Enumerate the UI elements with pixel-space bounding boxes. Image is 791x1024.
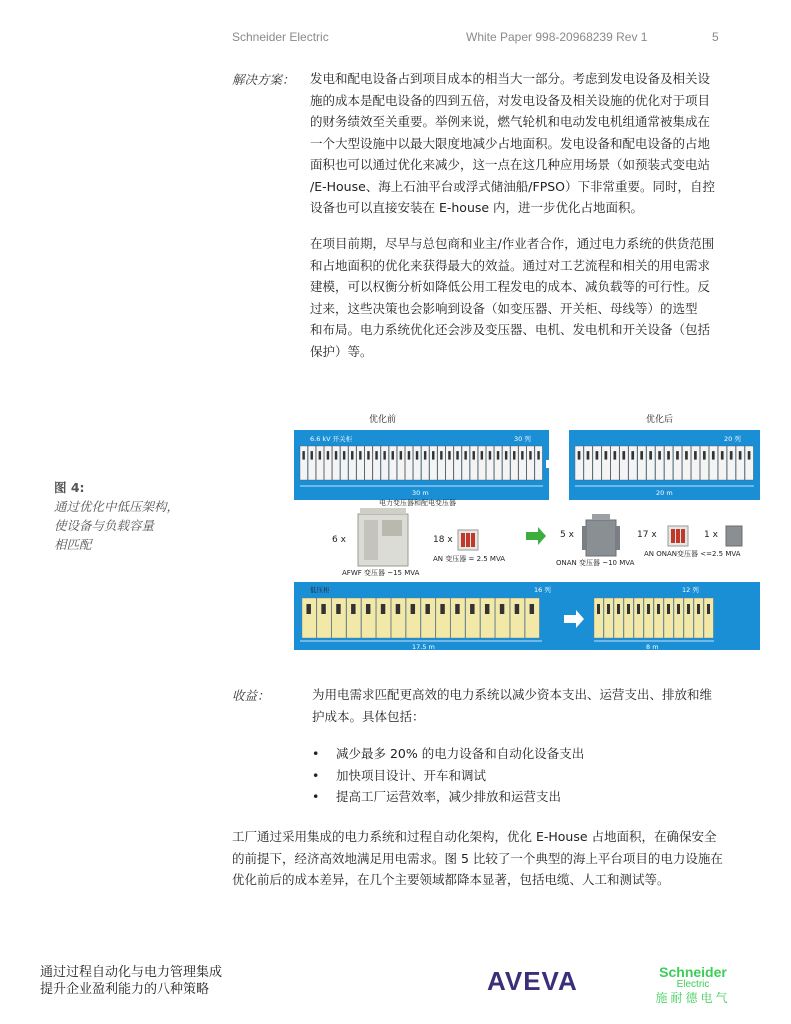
figure-caption <box>54 478 204 554</box>
cabinet-detail <box>456 451 458 460</box>
bullet-icon: • <box>312 746 320 761</box>
text-line: 面积也可以通过优化来减少，这一点在这几种应用场景（如预装式变电站 <box>310 157 711 172</box>
list-item-text: 提高工厂运营效率，减少排放和运营支出 <box>336 789 562 804</box>
cabinet-detail <box>319 451 321 460</box>
text-line: 施的成本是配电设备的四到五倍，对发电设备及相关设施的优化对于项目 <box>310 92 711 108</box>
text-line: 的前提下，经济高效地满足用电需求。图 5 比较了一个典型的海上平台项目的电力设施在 <box>232 850 723 866</box>
cabinet-detail <box>302 451 304 460</box>
bottom-before-dim: 17.5 m <box>412 643 435 651</box>
cabinet-detail <box>631 451 634 460</box>
cabinet-detail <box>505 451 507 460</box>
t1-qty: 6 x <box>332 535 346 545</box>
text-line: 和布局。电力系统优化还会涉及变压器、电机、发电机和开关设备（包括 <box>310 322 711 337</box>
cabinet-detail <box>712 451 715 460</box>
page-number: 5 <box>712 30 719 44</box>
cabinet-detail <box>730 451 733 460</box>
t4-qty: 17 x <box>637 530 657 540</box>
footer-document-title <box>40 964 222 998</box>
cabinet-detail <box>343 451 345 460</box>
solution-label: 解决方案： <box>232 72 295 87</box>
text-line: 发电和配电设备占到项目成本的相当大一部分。考虑到发电设备及相关设 <box>310 71 711 86</box>
text-line: 在项目前期，尽早与总包商和业主/作业者合作，通过电力系统的供货范围 <box>310 236 715 251</box>
cabinet-detail <box>640 451 643 460</box>
cabinet-detail <box>647 604 650 614</box>
afwf-transformer-image <box>358 508 408 566</box>
cabinet-detail <box>411 604 415 614</box>
logo-line: 施耐德电气 <box>655 991 731 1005</box>
text-line: 建模，可以权衡分析如降低公用工程发电的成本、减负载等的可行性。反 <box>310 279 711 294</box>
footer-title-line: 提升企业盈利能力的八种策略 <box>40 982 210 997</box>
caption-line: 使设备与负载容量 <box>54 518 155 533</box>
schneider-electric-logo <box>652 965 734 1005</box>
header-doc-id: White Paper 998-20968239 Rev 1 <box>466 30 648 44</box>
bullet-icon: • <box>312 767 320 783</box>
benefits-label: 收益： <box>232 688 270 703</box>
top-before-count: 30 列 <box>514 435 531 443</box>
top-band-label: 6.6 kV 开关柜 <box>310 435 353 443</box>
cabinet-detail <box>597 604 600 614</box>
cabinet-detail <box>537 451 539 460</box>
solution-paragraph-1 <box>310 68 740 219</box>
logo-line: Electric <box>676 979 710 990</box>
aveva-logo: AVEVA <box>487 966 578 996</box>
text-line: 的财务绩效至关重要。举例来说，燃气轮机和电动发电机组通常被集成在 <box>310 114 711 129</box>
cabinet-detail <box>667 451 670 460</box>
cabinet-detail <box>694 451 697 460</box>
benefits-list <box>312 743 584 808</box>
text-line: 保护）等。 <box>310 343 373 359</box>
cabinet-detail <box>351 451 353 460</box>
text-line: 护成本。具体包括： <box>312 708 425 724</box>
t2-label: AN 变压器 = 2.5 MVA <box>433 555 506 563</box>
footer-title-line: 通过过程自动化与电力管理集成 <box>40 965 223 980</box>
bottom-before-count: 16 列 <box>534 586 551 594</box>
t3-qty: 5 x <box>560 530 574 540</box>
text-line: 优化前后的成本差异，在几个主要领域都降本显著，包括电缆、人工和测试等。 <box>232 872 670 887</box>
cabinet-detail <box>703 451 706 460</box>
cabinet-detail <box>605 451 608 460</box>
cabinet-detail <box>375 451 377 460</box>
bullet-icon: • <box>312 789 320 804</box>
transformer-section-title: 电力变压器和配电变压器 <box>379 499 456 507</box>
t2-qty: 18 x <box>433 535 453 545</box>
bottom-after-count: 12 列 <box>682 586 699 594</box>
cabinet-detail <box>587 451 590 460</box>
cabinet-detail <box>381 604 385 614</box>
cabinet-detail <box>707 604 710 614</box>
text-line: 设备也可以直接安装在 E-house 内，进一步优化占地面积。 <box>310 200 644 215</box>
cabinet-detail <box>578 451 581 460</box>
cabinet-detail <box>677 604 680 614</box>
top-after-dim: 20 m <box>656 489 673 497</box>
bottom-band-label: 低压柜 <box>310 586 330 594</box>
cabinet-detail <box>366 604 370 614</box>
cabinet-detail <box>637 604 640 614</box>
an-onan-transformer-image <box>668 526 688 546</box>
list-item <box>312 743 584 765</box>
onan-transformer-image <box>582 514 620 556</box>
t3-label: ONAN 变压器 ~10 MVA <box>556 559 635 567</box>
text-line: /E-House、海上石油平台或浮式储油船/FPSO）下非常重要。同时，自控 <box>310 178 716 194</box>
onan-small-transformer-image <box>726 526 742 546</box>
cabinet-detail <box>500 604 504 614</box>
cabinet-detail <box>622 451 625 460</box>
cabinet-detail <box>721 451 724 460</box>
cabinet-detail <box>617 604 620 614</box>
cabinet-detail <box>432 451 434 460</box>
cabinet-detail <box>658 451 661 460</box>
cabinet-detail <box>613 451 616 460</box>
cabinet-detail <box>529 451 531 460</box>
cabinet-detail <box>473 451 475 460</box>
cabinet-detail <box>408 451 410 460</box>
text-line: 和占地面积的优化来获得最大的效益。通过对工艺流程和相关的用电需求 <box>310 257 711 273</box>
cabinet-detail <box>596 451 599 460</box>
benefits-intro <box>312 684 742 727</box>
text-line: 过来，这些决策也会影响到设备（如变压器、开关柜、母线等）的选型 <box>310 300 698 316</box>
header-company: Schneider Electric <box>232 30 329 44</box>
cabinet-detail <box>627 604 630 614</box>
cabinet-detail <box>327 451 329 460</box>
list-item-text: 加快项目设计、开车和调试 <box>336 767 487 783</box>
t45-label: AN ONAN变压器 <=2.5 MVA <box>644 550 741 558</box>
figure-graphics <box>294 410 760 650</box>
t1-label: AFWF 变压器 ~15 MVA <box>342 569 420 577</box>
closing-paragraph <box>232 826 740 891</box>
cabinet-detail <box>336 604 340 614</box>
list-item <box>312 765 584 787</box>
cabinet-detail <box>470 604 474 614</box>
cabinet-detail <box>383 451 385 460</box>
caption-line: 相匹配 <box>54 537 92 552</box>
cabinet-detail <box>521 451 523 460</box>
bottom-after-dim: 8 m <box>646 643 659 651</box>
cabinet-detail <box>657 604 660 614</box>
cabinet-detail <box>392 451 394 460</box>
cabinet-detail <box>455 604 459 614</box>
text-line: 为用电需求匹配更高效的电力系统以减少资本支出、运营支出、排放和维 <box>312 687 713 702</box>
cabinet-detail <box>697 604 700 614</box>
cabinet-detail <box>676 451 679 460</box>
cabinet-detail <box>667 604 670 614</box>
cabinet-detail <box>448 451 450 460</box>
cabinet-detail <box>440 451 442 460</box>
cabinet-detail <box>311 451 313 460</box>
list-item-text: 减少最多 20% 的电力设备和自动化设备支出 <box>336 746 585 761</box>
cabinet-detail <box>416 451 418 460</box>
cabinet-detail <box>515 604 519 614</box>
cabinet-detail <box>321 604 325 614</box>
text-line: 一个大型设施中以最大限度地减少占地面积。发电设备和配电设备的占地 <box>310 135 711 151</box>
top-before-dim: 30 m <box>412 489 429 497</box>
figure-4-diagram <box>294 410 760 650</box>
cabinet-detail <box>425 604 429 614</box>
t5-qty: 1 x <box>704 530 718 540</box>
cabinet-detail <box>306 604 310 614</box>
cabinet-detail <box>335 451 337 460</box>
cabinet-detail <box>424 451 426 460</box>
cabinet-detail <box>440 604 444 614</box>
after-title: 优化后 <box>646 415 674 425</box>
cabinet-detail <box>481 451 483 460</box>
cabinet-detail <box>396 604 400 614</box>
an-transformer-image <box>458 530 478 550</box>
cabinet-detail <box>748 451 751 460</box>
cabinet-detail <box>359 451 361 460</box>
cabinet-detail <box>464 451 466 460</box>
cabinet-detail <box>400 451 402 460</box>
text-line: 工厂通过采用集成的电力系统和过程自动化架构，优化 E-House 占地面积，在确保安全 <box>232 829 717 844</box>
logo-line: Schneider <box>659 964 727 980</box>
cabinet-detail <box>530 604 534 614</box>
cabinet-detail <box>649 451 652 460</box>
cabinet-detail <box>497 451 499 460</box>
cabinet-detail <box>351 604 355 614</box>
cabinet-detail <box>489 451 491 460</box>
cabinet-detail <box>607 604 610 614</box>
cabinet-detail <box>685 451 688 460</box>
cabinet-detail <box>367 451 369 460</box>
figure-number: 图 4: <box>54 480 85 495</box>
list-item <box>312 786 584 808</box>
cabinet-detail <box>739 451 742 460</box>
cabinet-detail <box>485 604 489 614</box>
top-after-count: 20 列 <box>724 435 741 443</box>
solution-paragraph-2 <box>310 233 740 362</box>
green-arrow-icon <box>526 527 546 545</box>
cabinet-detail <box>513 451 515 460</box>
cabinet-detail <box>687 604 690 614</box>
before-title: 优化前 <box>369 415 397 425</box>
caption-line: 通过优化中低压架构， <box>54 499 180 514</box>
